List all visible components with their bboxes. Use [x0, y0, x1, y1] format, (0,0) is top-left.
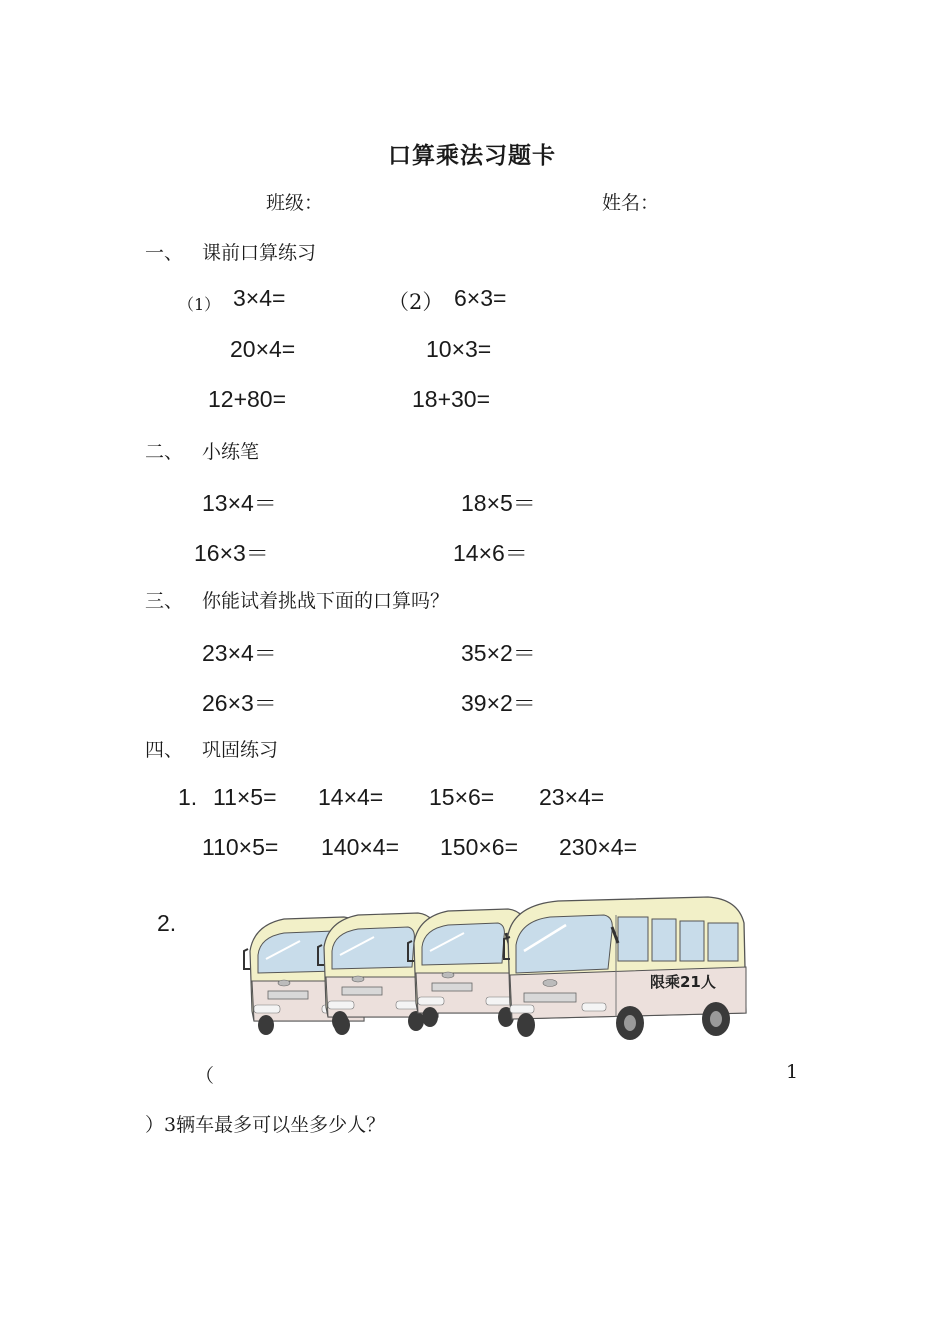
s4-row2-item4: 230×4=	[559, 834, 638, 860]
section-3-heading: 你能试着挑战下面的口算吗？	[202, 590, 450, 612]
s2-col2-row1: 18×5＝	[461, 490, 536, 516]
subquestion-text: ）3辆车最多可以坐多少人？	[145, 1114, 386, 1136]
s2-col1-row1: 13×4＝	[202, 490, 277, 516]
s3-col1-row2: 26×3＝	[202, 690, 277, 716]
worksheet-title: 口算乘法习题卡	[388, 143, 556, 169]
s4-row2-item3: 150×6=	[440, 834, 519, 860]
s4-row1-item2: 14×4=	[318, 784, 384, 810]
s2-col1-row2: 16×3＝	[194, 540, 269, 566]
bus-capacity-sign: 限乘21人	[650, 973, 716, 991]
front-bus	[504, 897, 746, 1040]
group-1-marker: （1）	[178, 295, 221, 314]
s2-col2-row2: 14×6＝	[453, 540, 528, 566]
s3-col2-row2: 39×2＝	[461, 690, 536, 716]
section-2-number: 二、	[145, 441, 184, 463]
s1-col1-row3: 12+80=	[208, 386, 287, 412]
section-4-heading: 巩固练习	[202, 739, 279, 761]
s4-row1-item4: 23×4=	[539, 784, 605, 810]
section-2-heading: 小练笔	[202, 441, 260, 463]
section-1-heading: 课前口算练习	[202, 242, 317, 264]
buses-illustration	[238, 893, 754, 1053]
s3-col2-row1: 35×2＝	[461, 640, 536, 666]
s3-col1-row1: 23×4＝	[202, 640, 277, 666]
s1-col2-row1: 6×3=	[454, 285, 507, 311]
s4-row1-item1: 11×5=	[213, 784, 277, 810]
s4-row2-item2: 140×4=	[321, 834, 400, 860]
section-3-number: 三、	[145, 590, 184, 612]
s4-row1-item3: 15×6=	[429, 784, 495, 810]
subquestion-open-paren: （	[195, 1065, 215, 1087]
question-2-number: 2.	[157, 910, 177, 936]
class-label: 班级：	[266, 192, 324, 214]
question-1-number: 1.	[178, 784, 198, 810]
s1-col1-row1: 3×4=	[233, 285, 286, 311]
s1-col1-row2: 20×4=	[230, 336, 296, 362]
s1-col2-row2: 10×3=	[426, 336, 492, 362]
section-4-number: 四、	[145, 739, 184, 761]
group-2-marker: （2）	[388, 290, 444, 314]
section-1-number: 一、	[145, 242, 184, 264]
subquestion-number: 1	[786, 1061, 799, 1083]
name-label: 姓名：	[602, 192, 660, 214]
s1-col2-row3: 18+30=	[412, 386, 491, 412]
s4-row2-item1: 110×5=	[202, 834, 279, 860]
